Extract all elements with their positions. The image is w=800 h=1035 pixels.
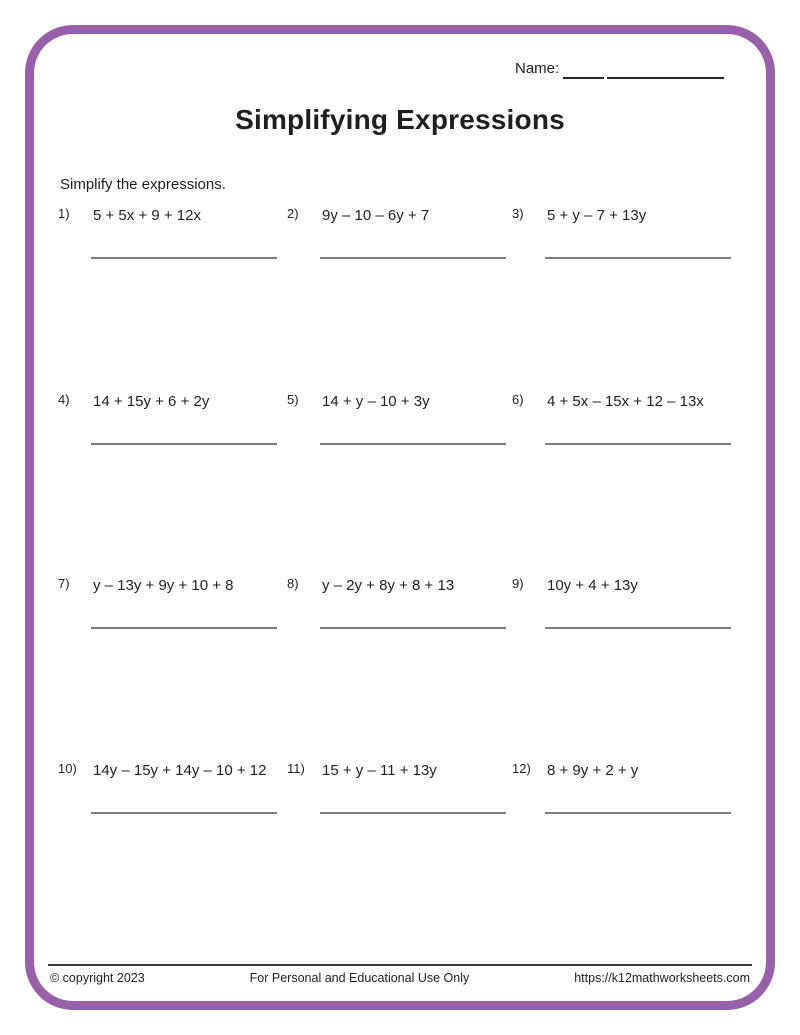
problem-expression: 8 + 9y + 2 + y xyxy=(547,762,639,779)
problem-number: 2) xyxy=(287,206,299,221)
problem-6 xyxy=(512,393,742,463)
name-blank-line[interactable] xyxy=(563,77,604,79)
page-border xyxy=(25,25,775,1010)
problem-11 xyxy=(287,762,517,832)
problem-number: 11) xyxy=(287,761,305,776)
problem-number: 4) xyxy=(58,392,70,407)
answer-line[interactable] xyxy=(91,443,277,445)
answer-line[interactable] xyxy=(320,443,506,445)
problem-expression: 10y + 4 + 13y xyxy=(547,577,638,594)
problem-expression: 9y – 10 – 6y + 7 xyxy=(322,207,430,224)
problem-expression: 5 + 5x + 9 + 12x xyxy=(93,207,201,224)
problem-expression: 5 + y – 7 + 13y xyxy=(547,207,647,224)
website-url: https://k12mathworksheets.com xyxy=(574,971,750,985)
copyright-text: © copyright 2023 xyxy=(50,971,145,985)
answer-line[interactable] xyxy=(320,812,506,814)
problem-7 xyxy=(58,577,288,647)
problem-number: 10) xyxy=(58,761,77,776)
answer-line[interactable] xyxy=(545,257,731,259)
problem-4 xyxy=(58,393,288,463)
problem-number: 3) xyxy=(512,206,524,221)
usage-text: For Personal and Educational Use Only xyxy=(249,971,470,985)
answer-line[interactable] xyxy=(91,812,277,814)
answer-line[interactable] xyxy=(91,257,277,259)
answer-line[interactable] xyxy=(320,257,506,259)
problem-5 xyxy=(287,393,517,463)
problem-12 xyxy=(512,762,742,832)
problem-expression: 14 + y – 10 + 3y xyxy=(322,393,430,410)
problem-number: 1) xyxy=(58,206,70,221)
problem-expression: y – 2y + 8y + 8 + 13 xyxy=(322,577,455,594)
page-title: Simplifying Expressions xyxy=(235,104,565,135)
name-label: Name: xyxy=(515,60,560,77)
problem-10 xyxy=(58,762,288,832)
problem-number: 7) xyxy=(58,576,70,591)
problem-expression: y – 13y + 9y + 10 + 8 xyxy=(93,577,234,594)
problem-number: 9) xyxy=(512,576,524,591)
problem-expression: 15 + y – 11 + 13y xyxy=(322,762,437,779)
problem-1 xyxy=(58,207,288,277)
problem-expression: 4 + 5x – 15x + 12 – 13x xyxy=(547,393,704,410)
answer-line[interactable] xyxy=(545,627,731,629)
answer-line[interactable] xyxy=(91,627,277,629)
footer-divider xyxy=(48,964,752,966)
problem-number: 12) xyxy=(512,761,531,776)
answer-line[interactable] xyxy=(545,443,731,445)
name-blank-line[interactable] xyxy=(607,77,724,79)
footer xyxy=(50,971,750,985)
problem-number: 8) xyxy=(287,576,299,591)
problem-9 xyxy=(512,577,742,647)
answer-line[interactable] xyxy=(545,812,731,814)
problem-expression: 14y – 15y + 14y – 10 + 12 xyxy=(93,762,267,779)
problem-expression: 14 + 15y + 6 + 2y xyxy=(93,393,210,410)
instruction-text: Simplify the expressions. xyxy=(60,176,226,193)
problem-2 xyxy=(287,207,517,277)
problem-8 xyxy=(287,577,517,647)
problem-number: 6) xyxy=(512,392,524,407)
answer-line[interactable] xyxy=(320,627,506,629)
problem-number: 5) xyxy=(287,392,299,407)
problem-3 xyxy=(512,207,742,277)
